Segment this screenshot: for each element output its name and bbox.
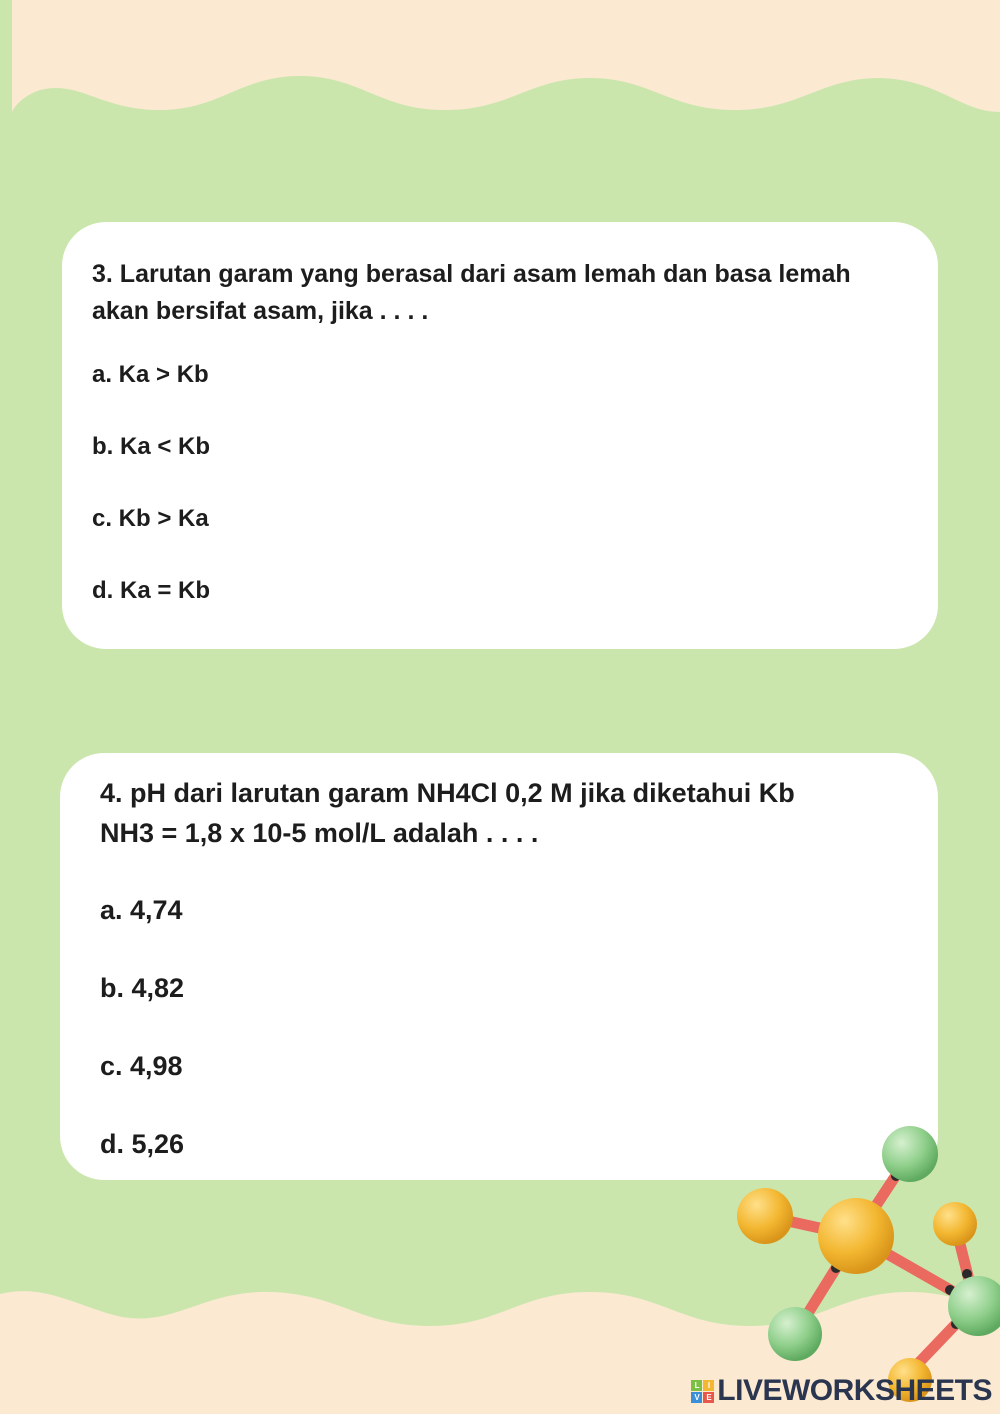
logo-mark-i: I bbox=[703, 1380, 714, 1391]
logo-text: LIVEWORKSHEETS bbox=[717, 1374, 992, 1407]
option-4d[interactable]: d. 5,26 bbox=[100, 1129, 185, 1159]
question-3-card bbox=[62, 222, 938, 649]
logo-mark-l: L bbox=[691, 1380, 702, 1391]
question-3-line-1: 3. Larutan garam yang berasal dari asam lemah dan basa lemah bbox=[92, 260, 851, 288]
logo-mark-icon bbox=[691, 1380, 714, 1403]
question-4-card bbox=[60, 753, 938, 1180]
question-4-line-1: 4. pH dari larutan garam NH4Cl 0,2 M jika diketahui Kb bbox=[100, 778, 795, 808]
option-4c[interactable]: c. 4,98 bbox=[100, 1051, 183, 1081]
option-3d[interactable]: d. Ka = Kb bbox=[92, 577, 211, 604]
option-3c[interactable]: c. Kb > Ka bbox=[92, 505, 209, 532]
question-3-line-2: akan bersifat asam, jika . . . . bbox=[92, 297, 429, 325]
option-4b[interactable]: b. 4,82 bbox=[100, 973, 185, 1003]
logo-mark-e: E bbox=[703, 1392, 714, 1403]
option-3a[interactable]: a. Ka > Kb bbox=[92, 361, 209, 388]
top-wave-decoration bbox=[0, 0, 1000, 120]
molecule-illustration bbox=[710, 1124, 1000, 1414]
question-4-text bbox=[100, 773, 898, 853]
option-4a[interactable]: a. 4,74 bbox=[100, 895, 183, 925]
logo-mark-v: V bbox=[691, 1392, 702, 1403]
question-3-options bbox=[92, 339, 908, 627]
question-3-text bbox=[92, 256, 908, 330]
liveworksheets-logo bbox=[691, 1374, 992, 1408]
question-4-line-2: NH3 = 1,8 x 10-5 mol/L adalah . . . . bbox=[100, 818, 539, 848]
option-3b[interactable]: b. Ka < Kb bbox=[92, 433, 211, 460]
